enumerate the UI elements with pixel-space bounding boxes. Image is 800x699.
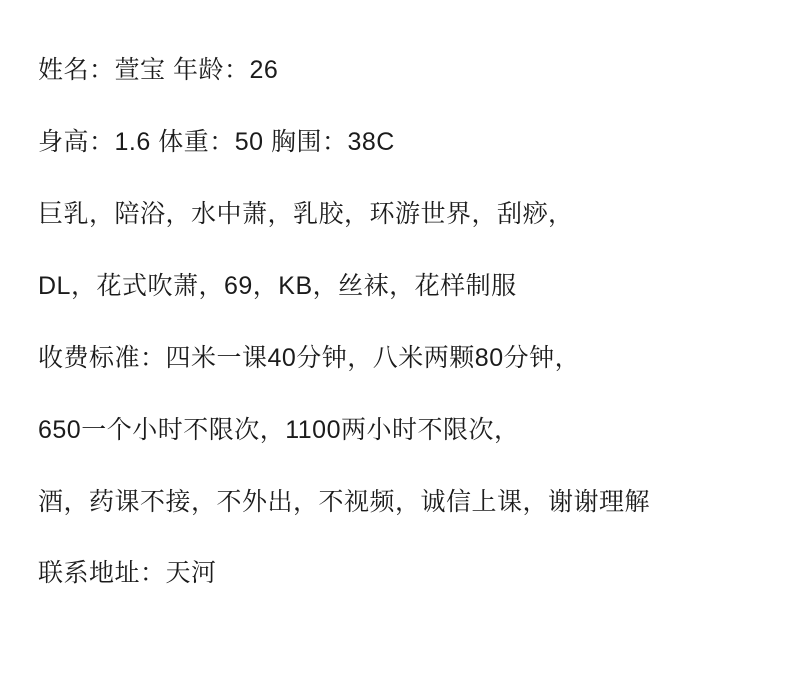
text-line-address: 联系地址：天河 [38, 559, 217, 587]
text-line-services-1: 巨乳，陪浴，水中萧，乳胶，环游世界，刮痧， [38, 200, 574, 228]
text-line-pricing-2: 650一个小时不限次，1100两小时不限次， [38, 416, 520, 444]
text-line-services-2: DL，花式吹萧，69，KB，丝袜，花样制服 [38, 272, 517, 300]
text-line-name-age: 姓名：萱宝 年龄：26 [38, 56, 279, 84]
text-line-restrictions: 酒，药课不接，不外出，不视频，诚信上课，谢谢理解 [38, 488, 651, 516]
text-line-pricing-1: 收费标准：四米一课40分钟，八米两颗80分钟， [38, 344, 581, 372]
text-line-measurements: 身高：1.6 体重：50 胸围：38C [38, 128, 395, 156]
